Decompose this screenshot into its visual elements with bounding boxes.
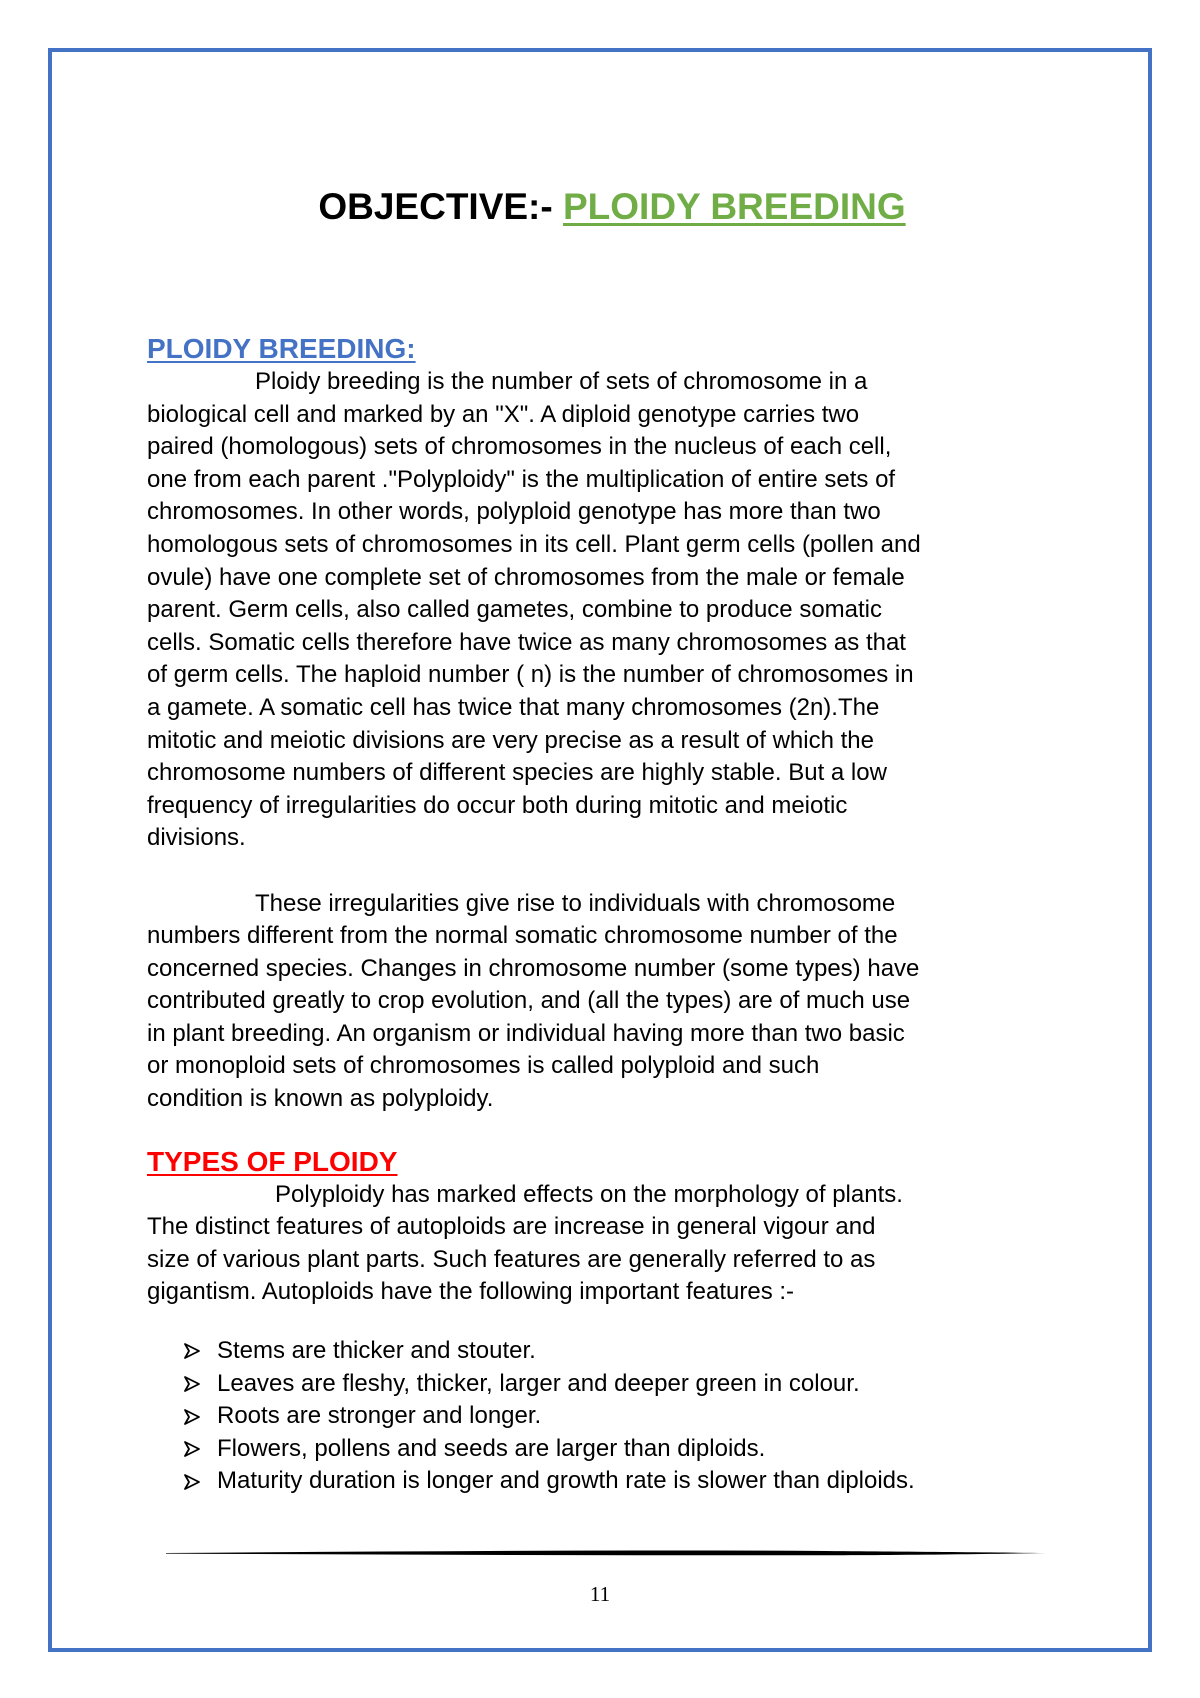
text-line: chromosomes. In other words, polyploid genotype has more than two [147, 498, 881, 526]
text-line: in plant breeding. An organism or individual having more than two basic [147, 1019, 905, 1047]
arrowhead-bullet-icon [183, 1342, 217, 1360]
text-line: Ploidy breeding is the number of sets of chromosome in a [255, 368, 868, 395]
text-line: or monoploid sets of chromosomes is called polyploid and such [147, 1052, 820, 1080]
text-line: biological cell and marked by an "X". A diploid genotype carries two [147, 400, 860, 428]
paragraph-types-of-ploidy [147, 1179, 1077, 1309]
paragraph-irregularities [147, 888, 1077, 1116]
text-line: Polyploidy has marked effects on the morphology of plants. [275, 1180, 903, 1208]
text-line: parent. Germ cells, also called gametes, combine to produce somatic [147, 596, 883, 624]
text-line: These irregularities give rise to individuals with chromosome [255, 889, 896, 917]
text-line: chromosome numbers of different species are highly stable. But a low [147, 759, 887, 787]
document-title [147, 185, 1077, 229]
text-line: concerned species. Changes in chromosome number (some types) have [147, 954, 920, 982]
list-item: Flowers, pollens and seeds are larger than diploids. [183, 1433, 1077, 1466]
text-line: gigantism. Autoploids have the following important features :- [147, 1278, 795, 1306]
text-line: ovule) have one complete set of chromosomes from the male or female [147, 563, 905, 591]
text-line: mitotic and meiotic divisions are very precise as a result of which the [147, 726, 874, 754]
arrowhead-bullet-icon [183, 1473, 217, 1491]
list-item: Roots are stronger and longer. [183, 1400, 1077, 1433]
arrowhead-bullet-icon [183, 1375, 217, 1393]
text-line: paired (homologous) sets of chromosomes in the nucleus of each cell, [147, 433, 892, 461]
text-line: size of various plant parts. Such features are generally referred to as [147, 1245, 876, 1273]
paragraph-ploidy-breeding [147, 366, 1077, 855]
list-item: Stems are thicker and stouter. [183, 1335, 1077, 1368]
text-line: of germ cells. The haploid number ( n) is the number of chromosomes in [147, 661, 914, 689]
list-item: Maturity duration is longer and growth rate is slower than diploids. [183, 1465, 1077, 1498]
text-line: homologous sets of chromosomes in its cell. Plant germ cells (pollen and [147, 530, 921, 558]
text-line: frequency of irregularities do occur both during mitotic and meiotic [147, 791, 848, 819]
text-line: divisions. [147, 824, 246, 852]
title-highlight: PLOIDY BREEDING [562, 186, 906, 227]
text-line: a gamete. A somatic cell has twice that many chromosomes (2n).The [147, 693, 880, 721]
arrowhead-bullet-icon [183, 1440, 217, 1458]
text-line: one from each parent ."Polyploidy" is the multiplication of entire sets of [147, 465, 896, 493]
text-line: cells. Somatic cells therefore have twice as many chromosomes as that [147, 628, 906, 656]
text-line: condition is known as polyploidy. [147, 1085, 494, 1113]
title-prefix: OBJECTIVE:- [318, 186, 563, 227]
page-number: 11 [589, 1582, 611, 1606]
footer-divider [166, 1548, 1046, 1558]
section-heading-types-of-ploidy: TYPES OF PLOIDY [147, 1145, 398, 1177]
text-line: contributed greatly to crop evolution, and (all the types) are of much use [147, 987, 911, 1015]
arrowhead-bullet-icon [183, 1408, 217, 1426]
list-item: Leaves are fleshy, thicker, larger and deeper green in colour. [183, 1368, 1077, 1401]
section-heading-ploidy-breeding: PLOIDY BREEDING: [147, 333, 416, 364]
text-line: The distinct features of autoploids are increase in general vigour and [147, 1213, 876, 1241]
document-body [147, 185, 1077, 1498]
feature-list [147, 1335, 1077, 1498]
text-line: numbers different from the normal somatic chromosome number of the [147, 922, 898, 950]
